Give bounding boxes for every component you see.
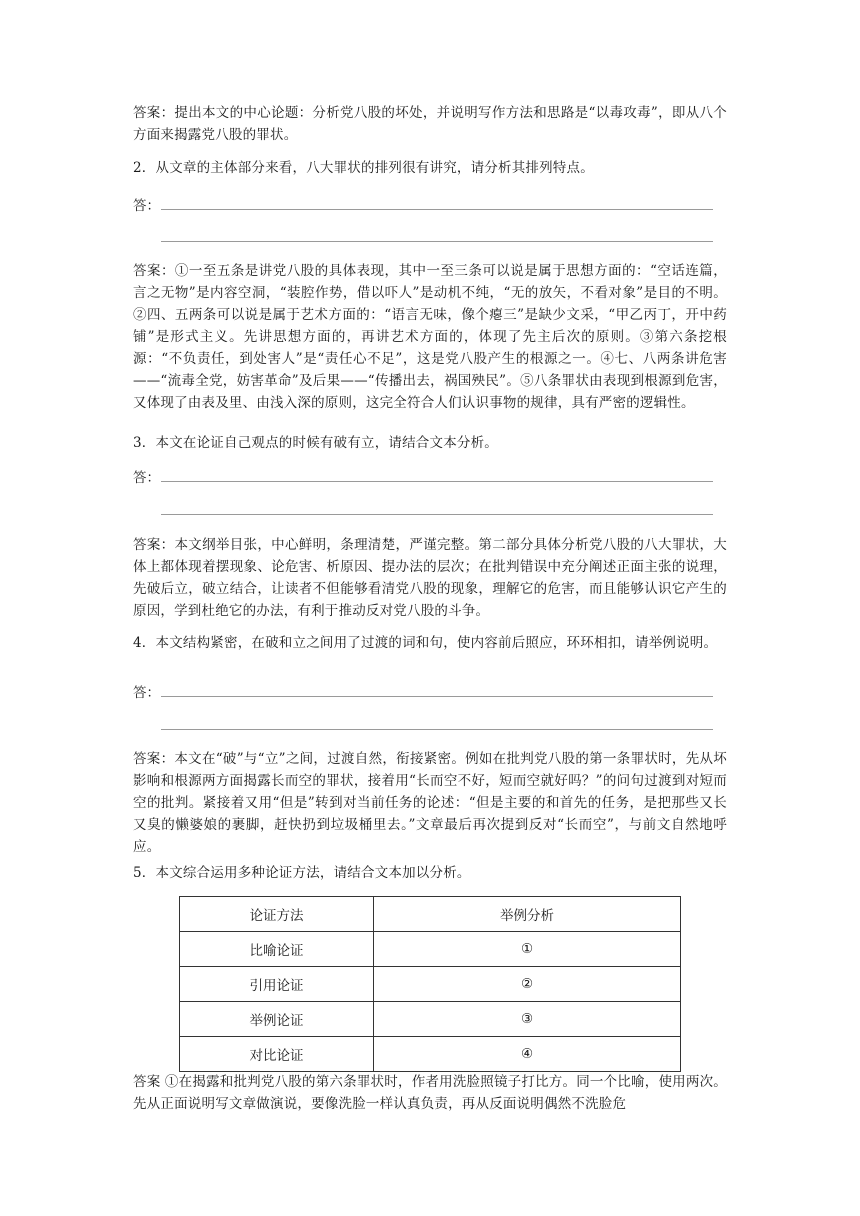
table-row	[180, 967, 681, 1002]
answer-label: 答：	[133, 470, 160, 486]
answer-field-4b[interactable]	[133, 715, 713, 737]
answer-5: 答案 ①在揭露和批判党八股的第六条罪状时，作者用洗脸照镜子打比方。同一个比喻，使用两次。先从正面说明写文章做演说，要像洗脸一样认真负责，再从反面说明偶然不洗脸危	[133, 1074, 727, 1112]
answer-rule	[161, 209, 713, 210]
table-row	[180, 932, 681, 967]
table-row	[180, 1037, 681, 1072]
table-header-row	[180, 897, 681, 932]
answer-rule	[161, 696, 713, 697]
answer-field-2b[interactable]	[133, 227, 713, 249]
answer-field-2[interactable]	[133, 195, 713, 217]
question-5: 5．本文综合运用多种论证方法，请结合文本加以分析。	[133, 865, 471, 881]
answer-rule	[161, 729, 713, 730]
table-cell-analysis: ④	[374, 1037, 681, 1072]
argument-methods-table	[179, 896, 681, 1072]
question-4: 4．本文结构紧密，在破和立之间用了过渡的词和句，使内容前后照应，环环相扣，请举例说明。	[133, 635, 718, 651]
answer-label: 答：	[133, 685, 160, 701]
answer-rule	[161, 481, 713, 482]
answer-field-3[interactable]	[133, 467, 713, 489]
table-cell-analysis: ③	[374, 1002, 681, 1037]
table-cell-analysis: ②	[374, 967, 681, 1002]
answer-rule	[161, 514, 713, 515]
answer-label: 答：	[133, 198, 160, 214]
table-cell-method: 举例论证	[180, 1002, 374, 1037]
answer-field-4[interactable]	[133, 682, 713, 704]
table-cell-method: 比喻论证	[180, 932, 374, 967]
table-cell-method: 引用论证	[180, 967, 374, 1002]
question-3: 3．本文在论证自己观点的时候有破有立，请结合文本分析。	[133, 435, 498, 451]
answer-rule	[161, 241, 713, 242]
table-header-cell: 举例分析	[374, 897, 681, 932]
answer-2: 答案：①一至五条是讲党八股的具体表现，其中一至三条可以说是属于思想方面的：“空话连篇，言之无物”是内容空洞，“装腔作势，借以吓人”是动机不纯，“无的放矢，不看对象”是目的不明。②四、五两条可以说是属于艺术方面的：“语言无味，像个瘪三”是缺少文采，“甲乙丙丁，开中药铺”是形式主义。先讲思想方面的，再讲艺术方面的，体现了先主后次的原则。③第六条挖根源：“不负责任，到处害人”是“责任心不足”，这是党八股产生的根源之一。④七、八两条讲危害——“流毒全党，妨害革命”及后果——“传播出去，祸国殃民”。⑤八条罪状由表现到根源到危害，又体现了由表及里、由浅入深的原则，这完全符合人们认识事物的规律，具有严密的逻辑性。	[133, 263, 727, 411]
table-row	[180, 1002, 681, 1037]
question-2: 2．从文章的主体部分来看，八大罪状的排列很有讲究，请分析其排列特点。	[133, 160, 594, 176]
answer-4: 答案：本文在“破”与“立”之间，过渡自然，衔接紧密。例如在批判党八股的第一条罪状时，先从坏影响和根源两方面揭露长而空的罪状，接着用“长而空不好，短而空就好吗？”的问句过渡到对短而空的批判。紧接着又用“但是”转到对当前任务的论述：“但是主要的和首先的任务，是把那些又长又臭的懒婆娘的裹脚，赶快扔到垃圾桶里去。”文章最后再次提到反对“长而空”，与前文自然地呼应。	[133, 751, 727, 855]
table-cell-analysis: ①	[374, 932, 681, 967]
table-header-cell: 论证方法	[180, 897, 374, 932]
table-cell-method: 对比论证	[180, 1037, 374, 1072]
answer-field-3b[interactable]	[133, 500, 713, 522]
answer-1: 答案：提出本文的中心论题：分析党八股的坏处，并说明写作方法和思路是“以毒攻毒”，即从八个方面来揭露党八股的罪状。	[133, 105, 727, 143]
answer-3: 答案：本文纲举目张，中心鲜明，条理清楚，严谨完整。第二部分具体分析党八股的八大罪状，大体上都体现着摆现象、论危害、析原因、提办法的层次；在批判错误中充分阐述正面主张的说理，先破后立，破立结合，让读者不但能够看清党八股的现象，理解它的危害，而且能够认识它产生的原因，学到杜绝它的办法，有利于推动反对党八股的斗争。	[133, 537, 727, 619]
